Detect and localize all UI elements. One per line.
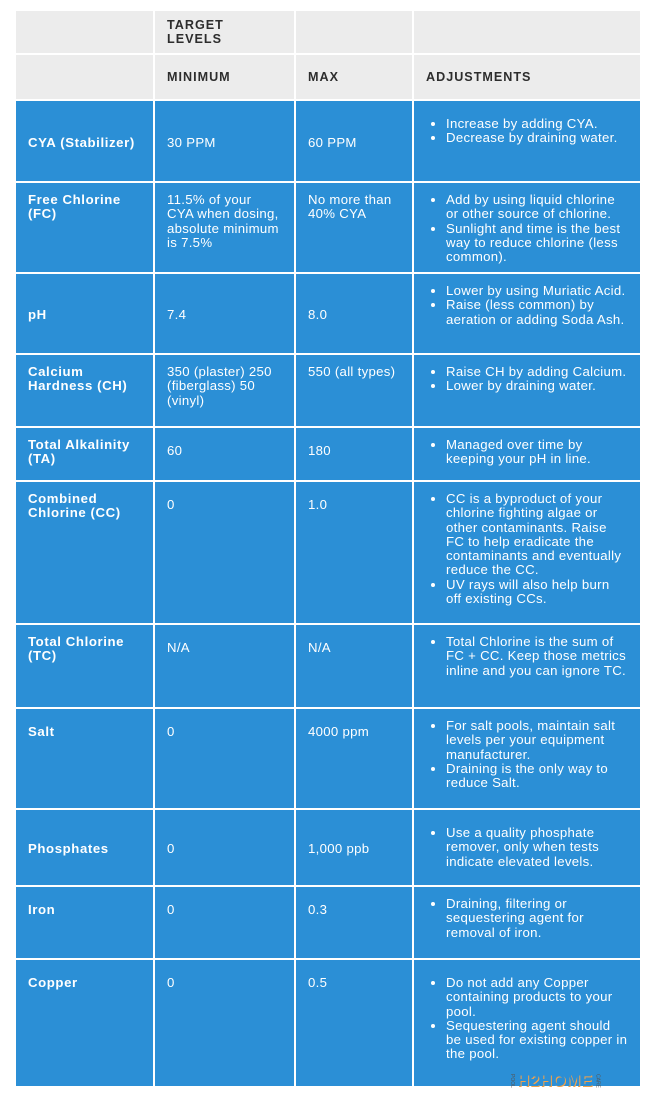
adjustment-item: • Raise CH by adding Calcium.: [446, 365, 628, 379]
adjustments-cell: [414, 274, 640, 353]
adjustment-item: • Sequestering agent should be used for existing copper in the pool.: [446, 1019, 628, 1062]
h2home-logo: [507, 1070, 611, 1092]
adjustments-cell: [414, 709, 640, 808]
max-cell: 4000 ppm: [296, 709, 412, 808]
param-cell: Phosphates: [16, 810, 153, 885]
min-cell: 0: [155, 810, 294, 885]
adjustment-item: • Draining, filtering or sequestering agent for removal of iron.: [446, 897, 628, 940]
adjustment-item: • Do not add any Copper containing products to your pool.: [446, 976, 628, 1019]
logo-text: H2HOME: [517, 1071, 593, 1090]
pool-chemistry-table: [16, 11, 634, 1062]
min-cell: 7.4: [155, 274, 294, 353]
header-minimum: MINIMUM: [155, 55, 294, 99]
max-cell: 60 PPM: [296, 101, 412, 181]
min-cell: 0: [155, 887, 294, 958]
adjustment-item: • For salt pools, maintain salt levels per your equipment manufacturer.: [446, 719, 628, 762]
adjustment-item: • Lower by draining water.: [446, 379, 628, 393]
header-target-levels: TARGET LEVELS: [155, 11, 294, 53]
max-cell: No more than 40% CYA: [296, 183, 412, 272]
adjustment-item: • CC is a byproduct of your chlorine fighting algae or other contaminants. Raise FC to help eradicate the contaminants and eventually reduce the CC.: [446, 492, 628, 578]
adjustment-item: • Total Chlorine is the sum of FC + CC. Keep those metrics inline and you can ignore TC.: [446, 635, 628, 678]
adjustment-item: • Use a quality phosphate remover, only when tests indicate elevated levels.: [446, 826, 628, 869]
min-cell: N/A: [155, 625, 294, 707]
adjustment-item: • Sunlight and time is the best way to reduce chlorine (less common).: [446, 222, 628, 265]
max-cell: 8.0: [296, 274, 412, 353]
logo-left-text: POOL: [509, 1074, 515, 1088]
min-cell: 0: [155, 709, 294, 808]
param-cell: Calcium Hardness (CH): [16, 355, 153, 426]
adjustment-item: • Lower by using Muriatic Acid.: [446, 284, 628, 298]
max-cell: 1.0: [296, 482, 412, 623]
adjustments-cell: [414, 482, 640, 623]
param-cell: CYA (Stabilizer): [16, 101, 153, 181]
min-cell: 0: [155, 960, 294, 1086]
max-cell: N/A: [296, 625, 412, 707]
adjustment-item: • Decrease by draining water.: [446, 131, 628, 145]
header-max: MAX: [296, 55, 412, 99]
header-adjustments: ADJUSTMENTS: [414, 55, 640, 99]
param-cell: Iron: [16, 887, 153, 958]
adjustments-cell: [414, 887, 640, 958]
max-cell: 0.5: [296, 960, 412, 1086]
header-empty-cell: [16, 55, 153, 99]
adjustment-item: • Add by using liquid chlorine or other source of chlorine.: [446, 193, 628, 222]
param-cell: Total Chlorine (TC): [16, 625, 153, 707]
adjustments-cell: [414, 428, 640, 480]
adjustment-item: • Draining is the only way to reduce Salt.: [446, 762, 628, 791]
max-cell: 1,000 ppb: [296, 810, 412, 885]
param-cell: pH: [16, 274, 153, 353]
adjustment-item: • Managed over time by keeping your pH in line.: [446, 438, 628, 467]
min-cell: 11.5% of your CYA when dosing, absolute minimum is 7.5%: [155, 183, 294, 272]
adjustments-cell: [414, 355, 640, 426]
logo-right-text: CARE: [594, 1074, 601, 1088]
max-cell: 550 (all types): [296, 355, 412, 426]
param-cell: Combined Chlorine (CC): [16, 482, 153, 623]
max-cell: 180: [296, 428, 412, 480]
adjustment-item: • Raise (less common) by aeration or adding Soda Ash.: [446, 298, 628, 327]
min-cell: 350 (plaster) 250 (fiberglass) 50 (vinyl): [155, 355, 294, 426]
min-cell: 30 PPM: [155, 101, 294, 181]
max-cell: 0.3: [296, 887, 412, 958]
adjustments-cell: [414, 101, 640, 181]
param-cell: Salt: [16, 709, 153, 808]
min-cell: 0: [155, 482, 294, 623]
adjustments-cell: [414, 960, 640, 1086]
header-empty-cell: [296, 11, 412, 53]
adjustments-cell: [414, 625, 640, 707]
adjustments-cell: [414, 810, 640, 885]
param-cell: Total Alkalinity (TA): [16, 428, 153, 480]
param-cell: Free Chlorine (FC): [16, 183, 153, 272]
min-cell: 60: [155, 428, 294, 480]
adjustment-item: • Increase by adding CYA.: [446, 117, 628, 131]
adjustment-item: • UV rays will also help burn off existing CCs.: [446, 578, 628, 607]
header-empty-cell: [16, 11, 153, 53]
param-cell: Copper: [16, 960, 153, 1086]
header-empty-cell: [414, 11, 640, 53]
adjustments-cell: [414, 183, 640, 272]
